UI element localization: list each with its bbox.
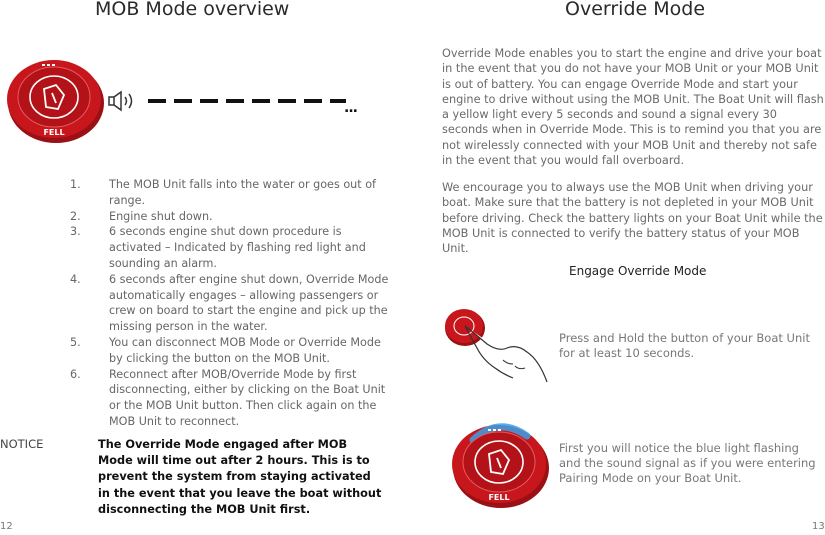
press-hold-instruction: Press and Hold the button of your Boat Unit for at least 10 seconds. bbox=[559, 331, 810, 361]
page-number-left: 12 bbox=[0, 521, 13, 532]
list-item: 2. Engine shut down. bbox=[70, 209, 213, 223]
list-item: 3. 6 seconds engine shut down procedure is activated – Indicated by flashing red light and sounding an alarm. bbox=[70, 225, 366, 270]
notice-text: The Override Mode engaged after MOB Mode will time out after 2 hours. This is to prevent the system from staying activated in the event that you leave the boat without disconnecting the MOB Unit first. bbox=[98, 438, 382, 516]
list-item: 4. 6 seconds after engine shut down, Override Mode automatically engages – allowing passengers or crew on board to start the engine and pick up the missing person in the water. bbox=[70, 272, 389, 334]
mob-unit-device-image bbox=[0, 55, 110, 145]
hand-pressing-button-image bbox=[443, 308, 553, 388]
blue-light-instruction: First you will notice the blue light flashing and the sound signal as if you were entering Pairing Mode on your Boat Unit. bbox=[559, 441, 816, 486]
boat-unit-blue-light-image bbox=[445, 418, 555, 510]
out-of-range-dashed-line bbox=[148, 98, 348, 104]
device-brand-label: FELL bbox=[488, 493, 510, 502]
battery-advice-paragraph: We encourage you to always use the MOB Unit when driving your boat. Make sure that the battery is not depleted in your MOB Unit before driving. Check the battery lights on your Boat Unit while the MOB Unit is connected to verify the battery status of your MOB Unit. bbox=[442, 181, 823, 256]
engage-override-heading: Engage Override Mode bbox=[569, 264, 707, 278]
page-number-right: 13 bbox=[812, 521, 825, 532]
list-item: 6. Reconnect after MOB/Override Mode by first disconnecting, either by clicking on the Boat Unit or the MOB Unit button. Then click again on the MOB Unit to reconnect. bbox=[70, 367, 386, 428]
list-item: 1. The MOB Unit falls into the water or goes out of range. bbox=[70, 178, 376, 207]
page-title-left: MOB Mode overview bbox=[95, 0, 290, 20]
ellipsis: ... bbox=[344, 100, 357, 116]
notice-label: NOTICE bbox=[0, 437, 44, 451]
list-item: 5. You can disconnect MOB Mode or Override Mode by clicking the button on the MOB Unit. bbox=[70, 335, 381, 365]
mob-steps-list bbox=[70, 177, 390, 430]
speaker-sound-icon bbox=[108, 90, 140, 112]
override-intro-paragraph: Override Mode enables you to start the engine and drive your boat in the event that you do not have your MOB Unit or your MOB Unit is out of battery. You can engage Override Mode and start your engine to drive without using the MOB Unit. The Boat Unit will flash a yellow light every 5 seconds and sound a signal every 30 seconds when in Override Mode. This is to remind you that you are not wirelessly connected with your MOB Unit and thereby not safe in the event that you would fall overboard. bbox=[442, 47, 824, 168]
device-brand-label: FELL bbox=[43, 128, 65, 137]
page-title-right: Override Mode bbox=[565, 0, 706, 20]
